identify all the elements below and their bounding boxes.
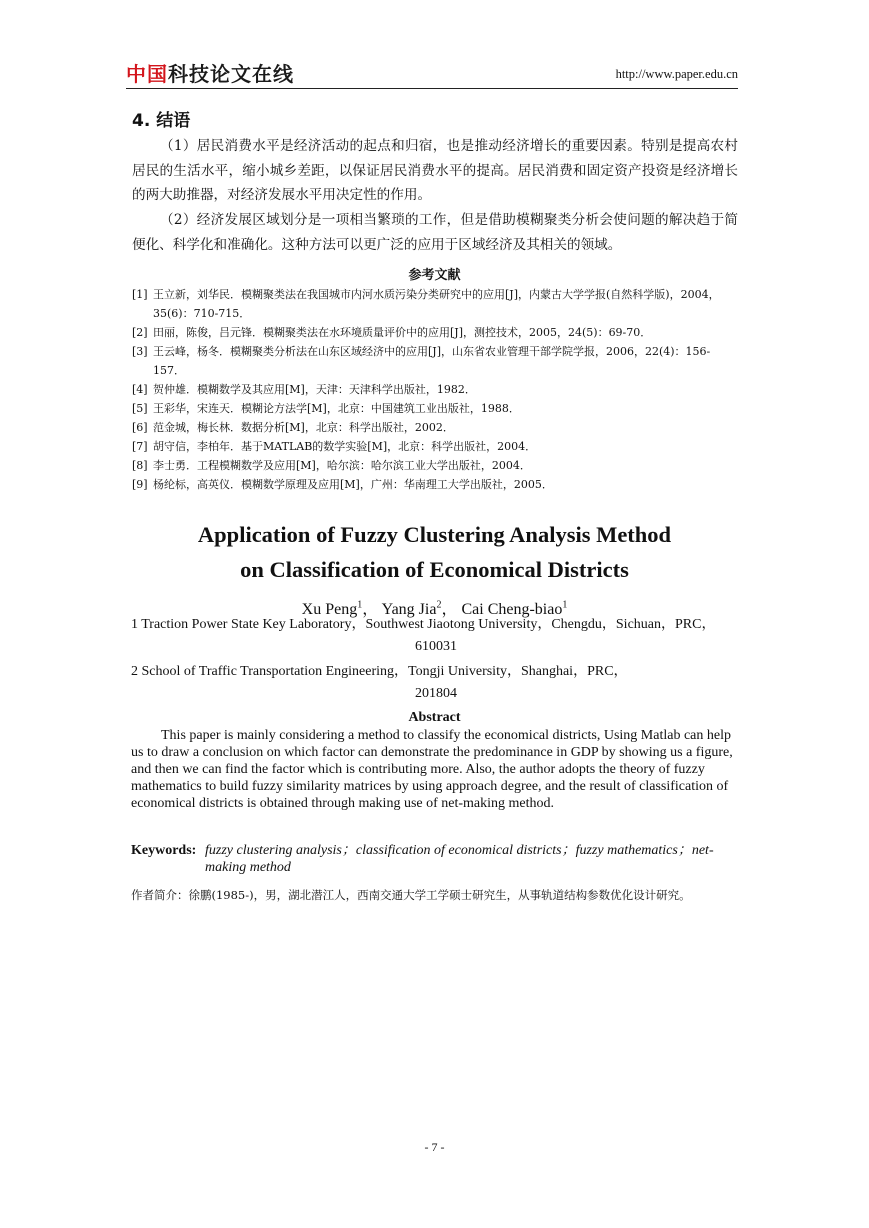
reference-item (132, 323, 740, 342)
reference-text: 贺仲雄．模糊数学及其应用[M]，天津：天津科学出版社，1982． (153, 383, 476, 396)
author-name: Cai Cheng-biao (461, 601, 563, 618)
affiliation-zip: 201804 (415, 686, 457, 701)
reference-text: 王彩华，宋连天．模糊论方法学[M]，北京：中国建筑工业出版社，1988． (153, 402, 520, 415)
reference-item (132, 418, 740, 437)
reference-text: 胡守信，李柏年．基于MATLAB的数学实验[M]，北京：科学出版社，2004． (153, 440, 537, 453)
reference-text: 范金城，梅长林．数据分析[M]，北京：科学出版社，2002． (153, 421, 454, 434)
logo-red-part: 中国 (126, 62, 168, 86)
author-affiliation-mark: 1 (562, 599, 568, 611)
logo-dark-part: 科技论文在线 (168, 62, 294, 86)
reference-item (132, 399, 740, 418)
keywords-block (131, 842, 737, 876)
reference-number: [1] (132, 288, 148, 301)
english-title-line-2: on Classification of Economical Districts (240, 557, 629, 582)
section-heading: 4. 结语 (132, 111, 191, 131)
abstract-text: This paper is mainly considering a method to classify the economical districts, Using Matlab can help us to draw a conclusion on which factor can demonstrate the predominance in GDP by showing us a figure, and then we can find the factor which is contributing more. Also, the author adopts the theory of fuzzy mathematics to build fuzzy similarity matrices by using approach degree, and the result of classification of economical districts is obtained through making use of net-making method. (131, 728, 733, 811)
reference-number: [3] (132, 345, 148, 358)
page-header (126, 56, 738, 89)
reference-number: [2] (132, 326, 148, 339)
author-name: Yang Jia (381, 601, 437, 618)
reference-item (132, 475, 740, 494)
reference-item (132, 456, 740, 475)
english-title-line-1: Application of Fuzzy Clustering Analysis Method (197, 522, 672, 547)
reference-item (132, 342, 740, 380)
conclusion-paragraph-2: （2）经济发展区域划分是一项相当繁琐的工作，但是借助模糊聚类分析会使问题的解决趋于简便化、科学化和准确化。这种方法可以更广泛的应用于区域经济及其相关的领域。 (132, 212, 738, 253)
affiliation-1 (131, 614, 741, 658)
reference-list (132, 285, 740, 494)
reference-number: [6] (132, 421, 148, 434)
reference-number: [9] (132, 478, 148, 491)
author-separator: ， (362, 601, 379, 618)
reference-item (132, 285, 740, 323)
reference-item (132, 380, 740, 399)
author-separator: ， (441, 601, 458, 618)
reference-number: [8] (132, 459, 148, 472)
author-affiliation-mark: 1 (357, 599, 363, 611)
author-affiliation-mark: 2 (436, 599, 442, 611)
keywords-text: fuzzy clustering analysis；classification of economical districts；fuzzy mathematics；net-making method (205, 843, 714, 875)
header-url[interactable]: http://www.paper.edu.cn (615, 67, 738, 81)
page-number: - 7 - (424, 1140, 445, 1154)
affiliation-text: 2 School of Traffic Transportation Engineering，Tongji University，Shanghai，PRC， (131, 664, 628, 679)
affiliation-zip: 610031 (415, 639, 457, 654)
conclusion-paragraph-1: （1）居民消费水平是经济活动的起点和归宿，也是推动经济增长的重要因素。特别是提高农村居民的生活水平，缩小城乡差距，以保证居民消费水平的提高。居民消费和固定资产投资是经济增长的两大助推器，对经济发展水平用决定性的作用。 (132, 138, 738, 203)
keywords-label: Keywords: (131, 843, 197, 858)
abstract-title: Abstract (408, 710, 461, 725)
reference-number: [7] (132, 440, 148, 453)
affiliation-2 (131, 661, 741, 705)
site-logo (126, 58, 294, 87)
reference-number: [5] (132, 402, 148, 415)
author-name: Xu Peng (301, 601, 358, 618)
reference-text: 李士勇．工程模糊数学及应用[M]，哈尔滨：哈尔滨工业大学出版社，2004． (153, 459, 531, 472)
reference-text: 田丽，陈俊，吕元锋．模糊聚类法在水环境质量评价中的应用[J]，测控技术，2005，24(5)：69-70． (153, 326, 652, 339)
reference-text: 王云峰，杨冬．模糊聚类分析法在山东区域经济中的应用[J]，山东省农业管理干部学院学报，2006，22(4)：156-157． (153, 345, 711, 377)
affiliation-text: 1 Traction Power State Key Laboratory，Southwest Jiaotong University，Chengdu，Sichuan，PRC， (131, 617, 716, 632)
reference-item (132, 437, 740, 456)
reference-text: 杨纶标，高英仪．模糊数学原理及应用[M]，广州：华南理工大学出版社，2005． (153, 478, 553, 491)
reference-number: [4] (132, 383, 148, 396)
author-bio: 作者简介：徐鹏(1985-)，男，湖北潜江人，西南交通大学工学硕士研究生，从事轨道结构参数优化设计研究。 (131, 888, 691, 902)
reference-text: 王立新，刘华民．模糊聚类法在我国城市内河水质污染分类研究中的应用[J]，内蒙古大学学报(自然科学版)，2004，35(6)：710-715． (153, 288, 720, 320)
references-title: 参考文献 (408, 268, 461, 283)
